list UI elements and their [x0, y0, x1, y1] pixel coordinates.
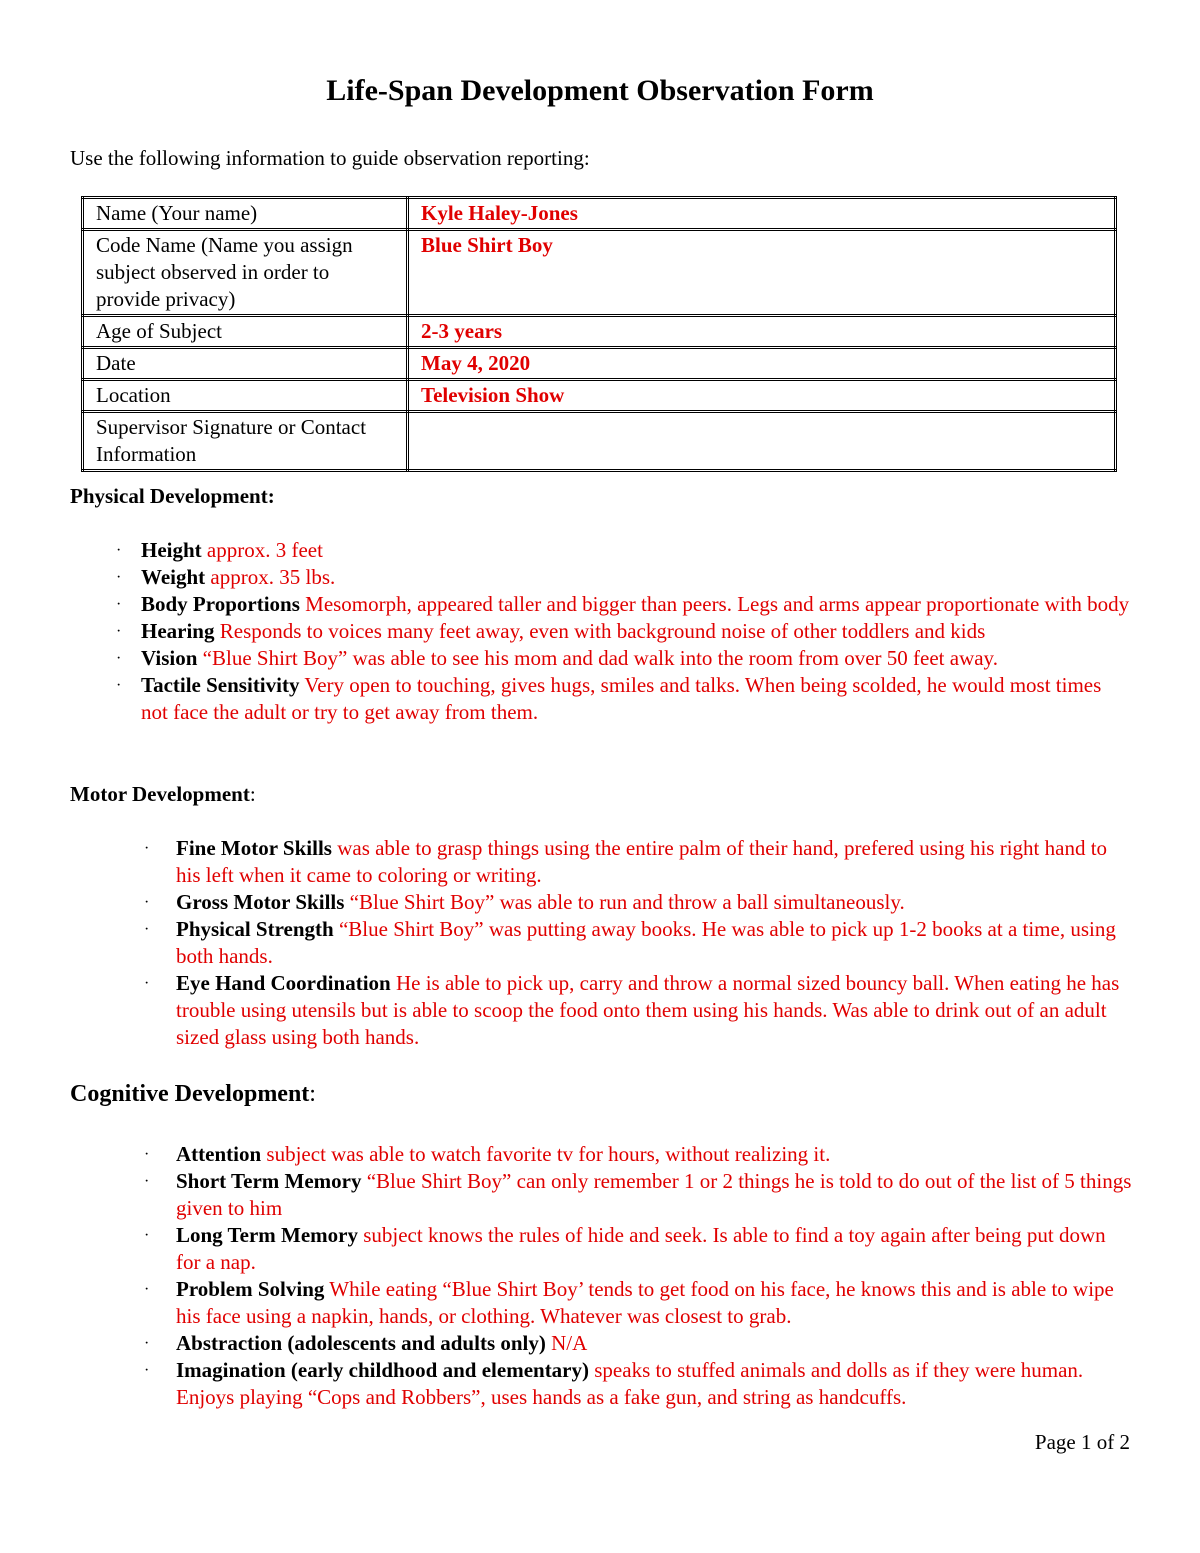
table-row	[83, 380, 1116, 412]
bullet: ·	[116, 650, 122, 667]
bullet: ·	[144, 1227, 150, 1244]
cognitive-list	[144, 1141, 1134, 1411]
list-item: · Eye Hand Coordination He is able to pick up, carry and throw a normal sized bouncy ball. When eating he has trouble using utensils but is able to scoop the food onto them using his hands. Was able to drink out of an adult sized glass using both hands.	[144, 971, 1120, 1049]
cognitive-heading: Cognitive Development:	[70, 1081, 316, 1107]
list-item: · Tactile Sensitivity Very open to touching, gives hugs, smiles and talks. When being scolded, he would most times not face the adult or try to get away from them.	[116, 673, 1102, 724]
list-item: · Fine Motor Skills was able to grasp things using the entire palm of their hand, prefered using his right hand to his left when it came to coloring or writing.	[144, 836, 1108, 887]
motor-heading: Motor Development:	[70, 782, 256, 806]
physical-heading: Physical Development:	[70, 484, 275, 508]
list-item: · Imagination (early childhood and elementary) speaks to stuffed animals and dolls as if they were human. Enjoys playing “Cops and Robbers”, uses hands as a fake gun, and string as handcuffs.	[144, 1358, 1084, 1409]
list-item: · Hearing Responds to voices many feet away, even with background noise of other toddlers and kids	[116, 619, 986, 643]
bullet: ·	[116, 677, 122, 694]
supervisor-label: Supervisor Signature or Contact Information	[83, 412, 408, 471]
motor-list	[144, 835, 1134, 1051]
bullet: ·	[116, 596, 122, 613]
date-label: Date	[83, 348, 408, 380]
bullet: ·	[144, 1146, 150, 1163]
bullet: ·	[144, 840, 150, 857]
bullet: ·	[144, 894, 150, 911]
page-number: Page 1 of 2	[1034, 1430, 1130, 1454]
location-label: Location	[83, 380, 408, 412]
location-value: Television Show	[408, 380, 1116, 412]
page-title: Life-Span Development Observation Form	[326, 74, 874, 107]
list-item: · Weight approx. 35 lbs.	[116, 565, 336, 589]
list-item: · Long Term Memory subject knows the rules of hide and seek. Is able to find a toy again after being put down for a nap.	[144, 1223, 1106, 1274]
list-item: · Height approx. 3 feet	[116, 538, 323, 562]
list-item: · Abstraction (adolescents and adults only) N/A	[144, 1331, 588, 1355]
list-item: · Physical Strength “Blue Shirt Boy” was putting away books. He was able to pick up 1-2 books at a time, using both hands.	[144, 917, 1116, 968]
list-item: · Vision “Blue Shirt Boy” was able to see his mom and dad walk into the room from over 50 feet away.	[116, 646, 998, 670]
table-row	[83, 198, 1116, 230]
list-item: · Short Term Memory “Blue Shirt Boy” can only remember 1 or 2 things he is told to do out of the list of 5 things given to him	[144, 1169, 1132, 1220]
list-item: · Body Proportions Mesomorph, appeared taller and bigger than peers. Legs and arms appear proportionate with body	[116, 592, 1130, 616]
age-value: 2-3 years	[408, 316, 1116, 348]
name-label: Name (Your name)	[83, 198, 408, 230]
table-row	[83, 348, 1116, 380]
date-value: May 4, 2020	[408, 348, 1116, 380]
age-label: Age of Subject	[83, 316, 408, 348]
bullet: ·	[116, 542, 122, 559]
list-item: · Gross Motor Skills “Blue Shirt Boy” was able to run and throw a ball simultaneously.	[144, 890, 905, 914]
table-row	[83, 412, 1116, 471]
physical-list	[116, 537, 1131, 726]
info-table	[81, 196, 1117, 472]
supervisor-value	[408, 412, 1116, 471]
list-item: · Attention subject was able to watch favorite tv for hours, without realizing it.	[144, 1142, 831, 1166]
table-row	[83, 230, 1116, 316]
code-name-value: Blue Shirt Boy	[408, 230, 1116, 316]
bullet: ·	[144, 1362, 150, 1379]
intro-text: Use the following information to guide observation reporting:	[70, 146, 590, 170]
table-row	[83, 316, 1116, 348]
bullet: ·	[144, 975, 150, 992]
bullet: ·	[144, 1173, 150, 1190]
bullet: ·	[144, 1281, 150, 1298]
code-name-label: Code Name (Name you assign subject observed in order to provide privacy)	[83, 230, 408, 316]
list-item: · Problem Solving While eating “Blue Shirt Boy’ tends to get food on his face, he knows this and is able to wipe his face using a napkin, hands, or clothing. Whatever was closest to grab.	[144, 1277, 1114, 1328]
bullet: ·	[116, 623, 122, 640]
bullet: ·	[144, 1335, 150, 1352]
name-value: Kyle Haley-Jones	[408, 198, 1116, 230]
bullet: ·	[144, 921, 150, 938]
bullet: ·	[116, 569, 122, 586]
